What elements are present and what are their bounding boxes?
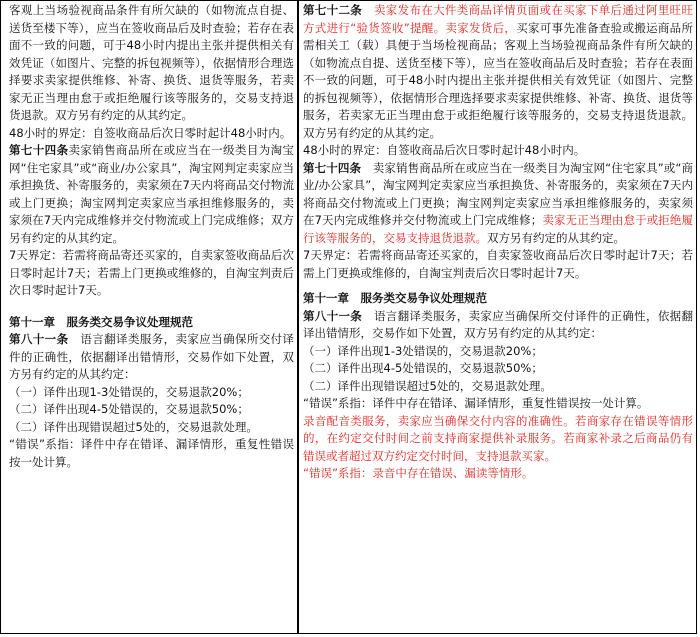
list-item: （一）译件出现1-3处错误的，交易退款20%； — [9, 384, 249, 399]
article-74 — [9, 142, 294, 247]
left-column-original-rules — [1, 1, 299, 633]
paragraph-7-days: 7天界定：若需将商品寄还买家的，自卖家签收商品后次日零时起计7天；若需上门更换或维修的，自淘宝判责后次日零时起计7天。 — [303, 248, 693, 280]
audio-error-definition: “错误”系指：录音中存在错误、漏读等情形。 — [303, 466, 534, 480]
paragraph-48-hours: 48小时的界定：自签收商品后次日零时起计48小时内。 — [303, 143, 586, 157]
article-74-added-text: 卖家无正当理由怠于或拒绝履行该等服务的，交易支持退货退款。 — [303, 213, 693, 245]
article-72 — [303, 2, 693, 142]
article-74-title: 第七十四条 — [9, 143, 69, 157]
article-74-title: 第七十四条 — [303, 160, 362, 175]
article-74-body: 卖家销售商品所在或应当在一级类目为淘宝网“住宅家具”或“商业/办公家具”，淘宝网判定卖家应当承担换货、补寄服务的，卖家须在7天内将商品交付物流或上门更换；淘宝网判定卖家应当承担维修服务的，卖家须在7天内完成维修并交付物流或上门完成维修；双方另有约定的从其约定。 — [9, 143, 295, 245]
article-72-added-text: 卖家发布在大件类商品详情页面或在买家下单后通过阿里旺旺方式进行“验货签收”提醒。卖家发货后， — [303, 3, 693, 35]
chapter-11-heading: 第十一章 服务类交易争议处理规范 — [9, 314, 193, 329]
article-81-body: 语言翻译类服务，卖家应当确保所交付译件的正确性，依据翻译出错情形，交易作如下处置，双方另有约定的从其约定： — [303, 308, 693, 340]
article-74 — [303, 160, 693, 248]
article-74-body: 卖家销售商品所在或应当在一级类目为淘宝网“住宅家具”或“商业/办公家具”，淘宝网判定卖家应当承担换货、补寄服务的，卖家须在7天内将商品交付物流或上门更换；淘宝网判定卖家应当承担维修服务的，卖家须在7天内完成维修并交付物流或上门完成维修； — [303, 160, 694, 227]
paragraph-7-days: 7天界定：若需将商品寄还买家的，自卖家签收商品后次日零时起计7天；若需上门更换或维修的，自淘宝判责后次日零时起计7天。 — [9, 248, 294, 297]
article-81 — [9, 331, 294, 384]
article-72-body: 买家可事先准备查验或搬运商品所需相关工（载）具便于当场检视商品；客观上当场验视商品条件有所欠缺的（如物流点自提、送货至楼下等），应当在签收商品后及时查验；若存在表面不一致的问题，可于48小时内提出主张并提供相关有效凭证（如图片、完整的拆包视频等），依据情形合理选择要求卖家提供维修、补寄、换货、退货等服务，若卖家无正当理由怠于或拒绝履行该等服务的，交易支持退货退款。双方另有约定的从其约定。 — [303, 20, 693, 140]
list-item: （二）译件出现4-5处错误的，交易退款50%； — [9, 402, 249, 416]
article-81-title: 第八十一条 — [9, 332, 69, 346]
error-definition: “错误”系指：译件中存在错译、漏译情形，重复性错误按一处计算。 — [9, 437, 294, 469]
article-81 — [303, 308, 693, 343]
article-81-body: 语言翻译类服务，卖家应当确保所交付译件的正确性，依据翻译出错情形，交易作如下处置，双方另有约定的从其约定： — [9, 332, 295, 381]
paragraph-inspection: 客观上当场验视商品条件有所欠缺的（如物流点自提、送货至楼下等），应当在签收商品后及时查验；若存在表面不一致的问题，可于48小时内提出主张并提供相关有效凭证（如图片、完整的拆包视频等），依据情形合理选择要求卖家提供维修、补寄、换货、退货等服务，若卖家无正当理由怠于或拒绝履行该等服务的，交易支持退货退款。双方另有约定的从其约定。 — [9, 3, 294, 122]
list-item: （二）译件出现4-5处错误的，交易退款50%； — [303, 361, 543, 375]
paragraph-48-hours: 48小时的界定：自签收商品后次日零时起计48小时内。 — [9, 125, 292, 140]
list-item: （二）译件出现错误超过5处的，交易退款处理。 — [9, 419, 258, 434]
article-81-title: 第八十一条 — [303, 308, 363, 323]
right-column-revised-rules — [299, 1, 696, 633]
error-definition: “错误”系指：译件中存在错译、漏译情形，重复性错误按一处计算。 — [303, 396, 649, 410]
list-item: （二）译件出现错误超过5处的，交易退款处理。 — [303, 378, 552, 393]
chapter-11-heading: 第十一章 服务类交易争议处理规范 — [303, 291, 487, 305]
audio-dubbing-added-clause: 录音配音类服务，卖家应当确保交付内容的准确性。若商家存在错误等情形的，在约定交付时间之前支持商家提供补录服务。若商家补录之后商品仍有错误或者超过双方约定交付时间，支持退款买家。 — [303, 413, 693, 463]
list-item: （一）译件出现1-3处错误的，交易退款20%； — [303, 343, 543, 358]
article-74-tail: 双方另有约定的从其约定。 — [487, 230, 625, 245]
article-72-title: 第七十二条 — [303, 3, 363, 17]
